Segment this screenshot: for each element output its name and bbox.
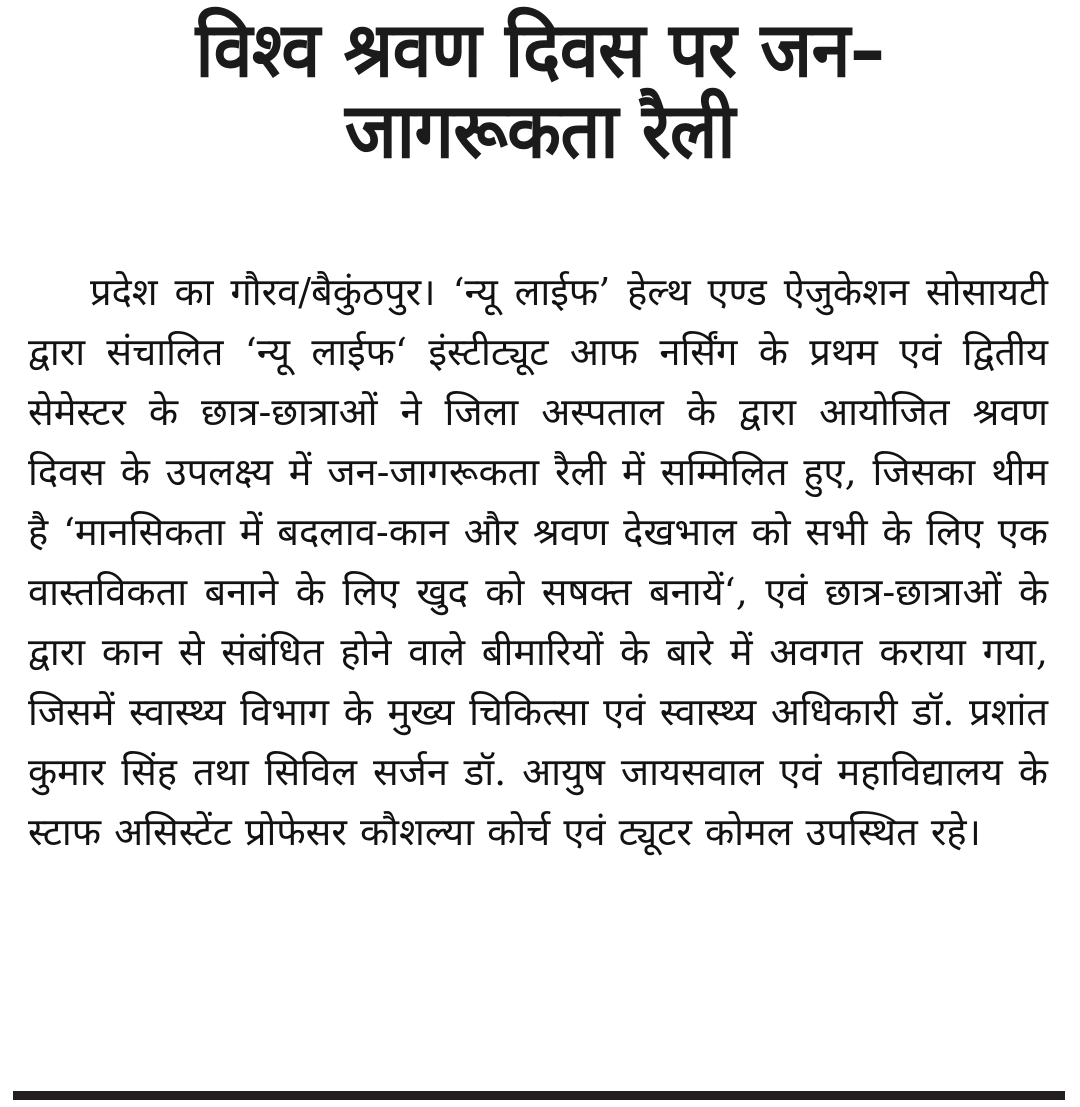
headline-line-2: जागरूकता रैली (344, 85, 736, 175)
headline-line-1: विश्व श्रवण दिवस पर जन– (195, 5, 885, 94)
article-body-text: प्रदेश का गौरव/बैकुंठपुर। ‘न्यू लाईफ’ हेल्थ एण्ड ऐजुकेशन सोसायटी द्वारा संचालित ‘न्यू लाईफ‘ इंस्टीट्यूट आफ नर्सिंग के प्रथम एवं द्वितीय सेमेस्टर के छात्र-छात्राओं ने जिला अस्पताल के द्वारा आयोजित श्रवण दिवस के उपलक्ष्य में जन-जागरूकता रैली में सम्मिलित हुए, जिसका थीम है ‘मानसिकता में बदलाव-कान और श्रवण देखभाल को सभी के लिए एक वास्तविकता बनाने के लिए खुद को सषक्त बनायें‘, एवं छात्र-छात्राओं के द्वारा कान से संबंधित होने वाले बीमारियों के बारे में अवगत कराया गया, जिसमें स्वास्थ्य विभाग के मुख्य चिकित्सा एवं स्वास्थ्य अधिकारी डॉ. प्रशांत कुमार सिंह तथा सिविल सर्जन डॉ. आयुष जायसवाल एवं महाविद्यालय के स्टाफ असिस्टेंट प्रोफेसर कौशल्या कोर्च एवं ट्यूटर कोमल उपस्थित रहे। (28, 270, 1048, 854)
page-title (43, 0, 1037, 175)
bottom-divider-rule (13, 1091, 1065, 1100)
article-body (28, 262, 1048, 862)
